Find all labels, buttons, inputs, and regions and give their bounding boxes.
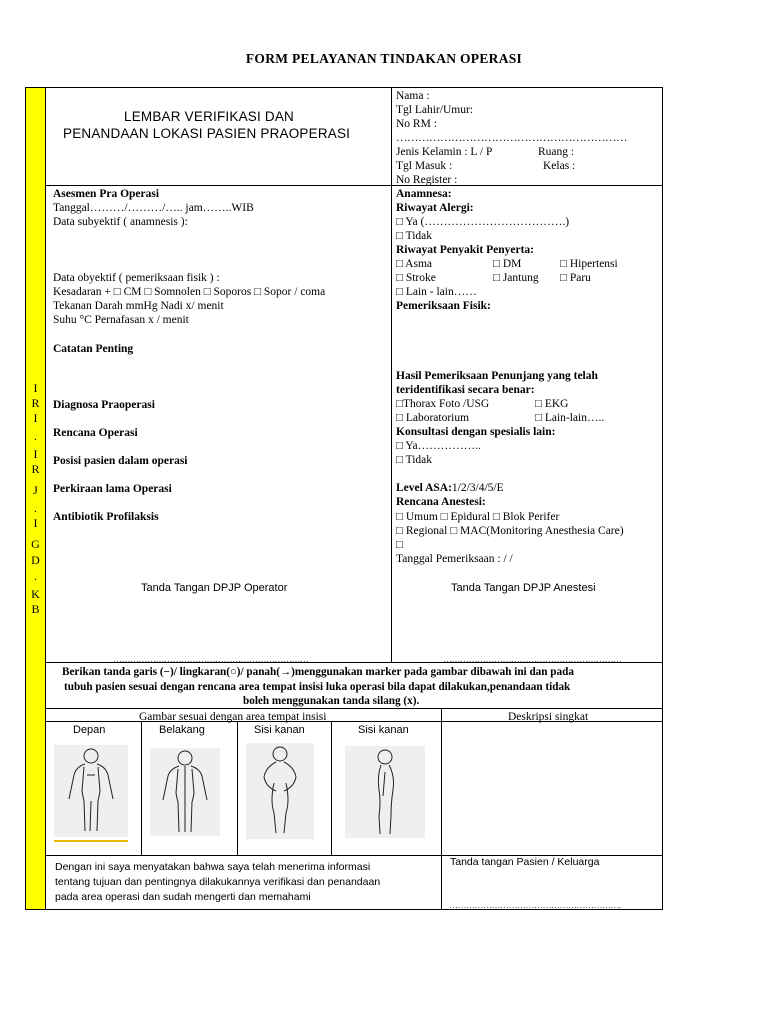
tekanan-darah-nadi[interactable]: Tekanan Darah mmHg Nadi x/ menit — [53, 300, 224, 312]
level-asa-value: 1/2/3/4/5/E — [451, 482, 504, 494]
antibiotik-profilaksis: Antibiotik Profilaksis — [53, 511, 159, 523]
consent-line-1: Dengan ini saya menyatakan bahwa saya telah menerima informasi — [55, 861, 371, 873]
level-asa[interactable] — [396, 481, 504, 495]
jantung-checkbox[interactable]: □ Jantung — [493, 272, 539, 284]
patient-nama[interactable]: Nama : — [396, 90, 430, 102]
anestesi-options-3[interactable]: □ — [396, 539, 403, 551]
gambar-label: Gambar sesuai dengan area tempat insisi — [139, 711, 327, 723]
sidebar-char: I — [33, 516, 38, 530]
data-obyektif[interactable]: Data obyektif ( pemeriksaan fisik ) : — [53, 272, 220, 284]
posisi-pasien: Posisi pasien dalam operasi — [53, 455, 188, 467]
header-line-1: LEMBAR VERIFIKASI DAN — [124, 109, 294, 124]
body-back-figure[interactable] — [150, 748, 220, 836]
view-label-sisi-kanan-1: Sisi kanan — [254, 724, 305, 736]
anestesi-options-2[interactable]: □ Regional □ MAC(Monitoring Anesthesia Care) — [396, 525, 624, 537]
kesadaran-options[interactable]: Kesadaran + □ CM □ Somnolen □ Soporos □ Sopor / coma — [53, 286, 326, 298]
instruction-line-1: Berikan tanda garis (−)/ lingkaran(○)/ panah(→)menggunakan marker pada gambar dibawah ini dan pada — [62, 666, 574, 678]
instruction-line-2: tubuh pasien sesuai dengan rencana area tempat insisi luka operasi bila dapat dilakukan,penandaan tidak — [64, 681, 571, 693]
view-label-sisi-kanan-2: Sisi kanan — [358, 724, 409, 736]
asesmen-heading: Asesmen Pra Operasi — [53, 188, 160, 200]
dpjp-operator-signature-line[interactable]: …………………………………………………………… — [113, 654, 309, 664]
instruction-divider — [45, 708, 663, 709]
anamnesa-heading: Anamnesa: — [396, 188, 452, 200]
rencana-operasi: Rencana Operasi — [53, 427, 138, 439]
dpjp-operator-label: Tanda Tangan DPJP Operator — [141, 582, 288, 594]
patient-no-register[interactable]: No Register : — [396, 174, 458, 186]
sidebar-char: J — [33, 483, 38, 497]
sidebar-char: R — [31, 462, 40, 476]
sidebar-char: . — [34, 429, 37, 443]
alergi-tidak-checkbox[interactable]: □ Tidak — [396, 230, 433, 242]
description-divider — [441, 708, 442, 909]
riwayat-penyakit: Riwayat Penyakit Penyerta: — [396, 244, 534, 256]
sidebar-divider — [45, 88, 46, 909]
view-divider-1 — [141, 721, 142, 855]
lain-lain-penunjang-checkbox[interactable]: □ Lain-lain….. — [535, 412, 605, 424]
patient-signature-label: Tanda tangan Pasien / Keluarga — [450, 856, 600, 868]
sidebar-char: R — [31, 396, 40, 410]
tanggal-field[interactable]: Tanggal………/………/….. jam……..WIB — [53, 202, 254, 214]
header-divider — [45, 185, 663, 186]
view-label-belakang: Belakang — [159, 724, 205, 736]
lain-lain-checkbox[interactable]: □ Lain - lain…… — [396, 286, 477, 298]
dm-checkbox[interactable]: □ DM — [493, 258, 522, 270]
patient-no-rm[interactable]: No RM : — [396, 118, 437, 130]
patient-ruang[interactable]: Ruang : — [538, 146, 575, 158]
patient-jenis-kelamin[interactable]: Jenis Kelamin : L / P — [396, 146, 493, 158]
thorax-checkbox[interactable]: □Thorax Foto /USG — [396, 398, 490, 410]
alergi-ya-checkbox[interactable]: □ Ya (……………………………….) — [396, 216, 570, 228]
konsultasi-heading: Konsultasi dengan spesialis lain: — [396, 426, 556, 438]
rencana-anestesi: Rencana Anestesi: — [396, 496, 486, 508]
consent-line-2: tentang tujuan dan pentingnya dilakukannya verifikasi dan penandaan — [55, 876, 381, 888]
konsultasi-ya-checkbox[interactable]: □ Ya…………….. — [396, 440, 481, 452]
sidebar-char: G — [31, 537, 40, 551]
hasil-pemeriksaan-line-1: Hasil Pemeriksaan Penunjang yang telah — [396, 370, 598, 382]
konsultasi-tidak-checkbox[interactable]: □ Tidak — [396, 454, 433, 466]
body-side-right-figure-1[interactable] — [246, 743, 314, 839]
dpjp-anestesi-label: Tanda Tangan DPJP Anestesi — [451, 582, 596, 594]
body-side-right-icon-1 — [246, 743, 314, 839]
body-front-figure[interactable] — [54, 745, 128, 837]
hasil-pemeriksaan-line-2: teridentifikasi secara benar: — [396, 384, 535, 396]
diagnosa-praoperasi: Diagnosa Praoperasi — [53, 399, 155, 411]
body-front-icon — [54, 745, 128, 837]
sidebar-char: . — [34, 569, 37, 583]
patient-kelas[interactable]: Kelas : — [543, 160, 576, 172]
catatan-penting: Catatan Penting — [53, 343, 134, 355]
sidebar-char: D — [31, 553, 40, 567]
perkiraan-lama-operasi: Perkiraan lama Operasi — [53, 483, 172, 495]
asma-checkbox[interactable]: □ Asma — [396, 258, 433, 270]
sidebar-char: . — [34, 501, 37, 515]
form-title: FORM PELAYANAN TINDAKAN OPERASI — [245, 51, 523, 66]
stroke-checkbox[interactable]: □ Stroke — [396, 272, 436, 284]
column-divider — [391, 88, 392, 662]
view-divider-2 — [237, 721, 238, 855]
header-line-2: PENANDAAN LOKASI PASIEN PRAOPERASI — [63, 126, 351, 141]
sidebar-char: I — [33, 411, 38, 425]
sidebar-char: B — [31, 602, 40, 616]
body-side-right-icon-2 — [345, 746, 425, 838]
level-asa-label: Level ASA: — [396, 482, 452, 494]
deskripsi-label: Deskripsi singkat — [508, 711, 589, 723]
sidebar-char: I — [33, 381, 38, 395]
hipertensi-checkbox[interactable]: □ Hipertensi — [560, 258, 618, 270]
paru-checkbox[interactable]: □ Paru — [560, 272, 591, 284]
body-side-right-figure-2[interactable] — [345, 746, 425, 838]
view-divider-3 — [331, 721, 332, 855]
dpjp-anestesi-signature-line[interactable]: ……………………………………………………… — [443, 654, 622, 664]
view-label-depan: Depan — [73, 724, 106, 736]
data-subyektif[interactable]: Data subyektif ( anamnesis ): — [53, 216, 188, 228]
patient-tgl-masuk[interactable]: Tgl Masuk : — [396, 160, 453, 172]
pemeriksaan-fisik: Pemeriksaan Fisik: — [396, 300, 491, 312]
sidebar-char: K — [31, 587, 40, 601]
yellow-sidebar — [26, 88, 45, 909]
front-figure-underline — [54, 840, 128, 842]
tanggal-pemeriksaan[interactable]: Tanggal Pemeriksaan : / / — [396, 553, 513, 565]
body-back-icon — [150, 748, 220, 836]
patient-dots: ……………………………………………………… — [396, 132, 627, 144]
patient-signature-line[interactable]: ……………………………………………………. — [449, 900, 621, 910]
patient-tgl-lahir[interactable]: Tgl Lahir/Umur: — [396, 104, 473, 116]
laboratorium-checkbox[interactable]: □ Laboratorium — [396, 412, 470, 424]
suhu-pernafasan[interactable]: Suhu °C Pernafasan x / menit — [53, 314, 189, 326]
sidebar-char: I — [33, 447, 38, 461]
instruction-line-3: boleh menggunakan tanda silang (x). — [243, 695, 420, 707]
consent-line-3: pada area operasi dan sudah mengerti dan memahami — [55, 891, 311, 903]
anestesi-options-1[interactable]: □ Umum □ Epidural □ Blok Perifer — [396, 511, 560, 523]
ekg-checkbox[interactable]: □ EKG — [535, 398, 569, 410]
riwayat-alergi: Riwayat Alergi: — [396, 202, 474, 214]
